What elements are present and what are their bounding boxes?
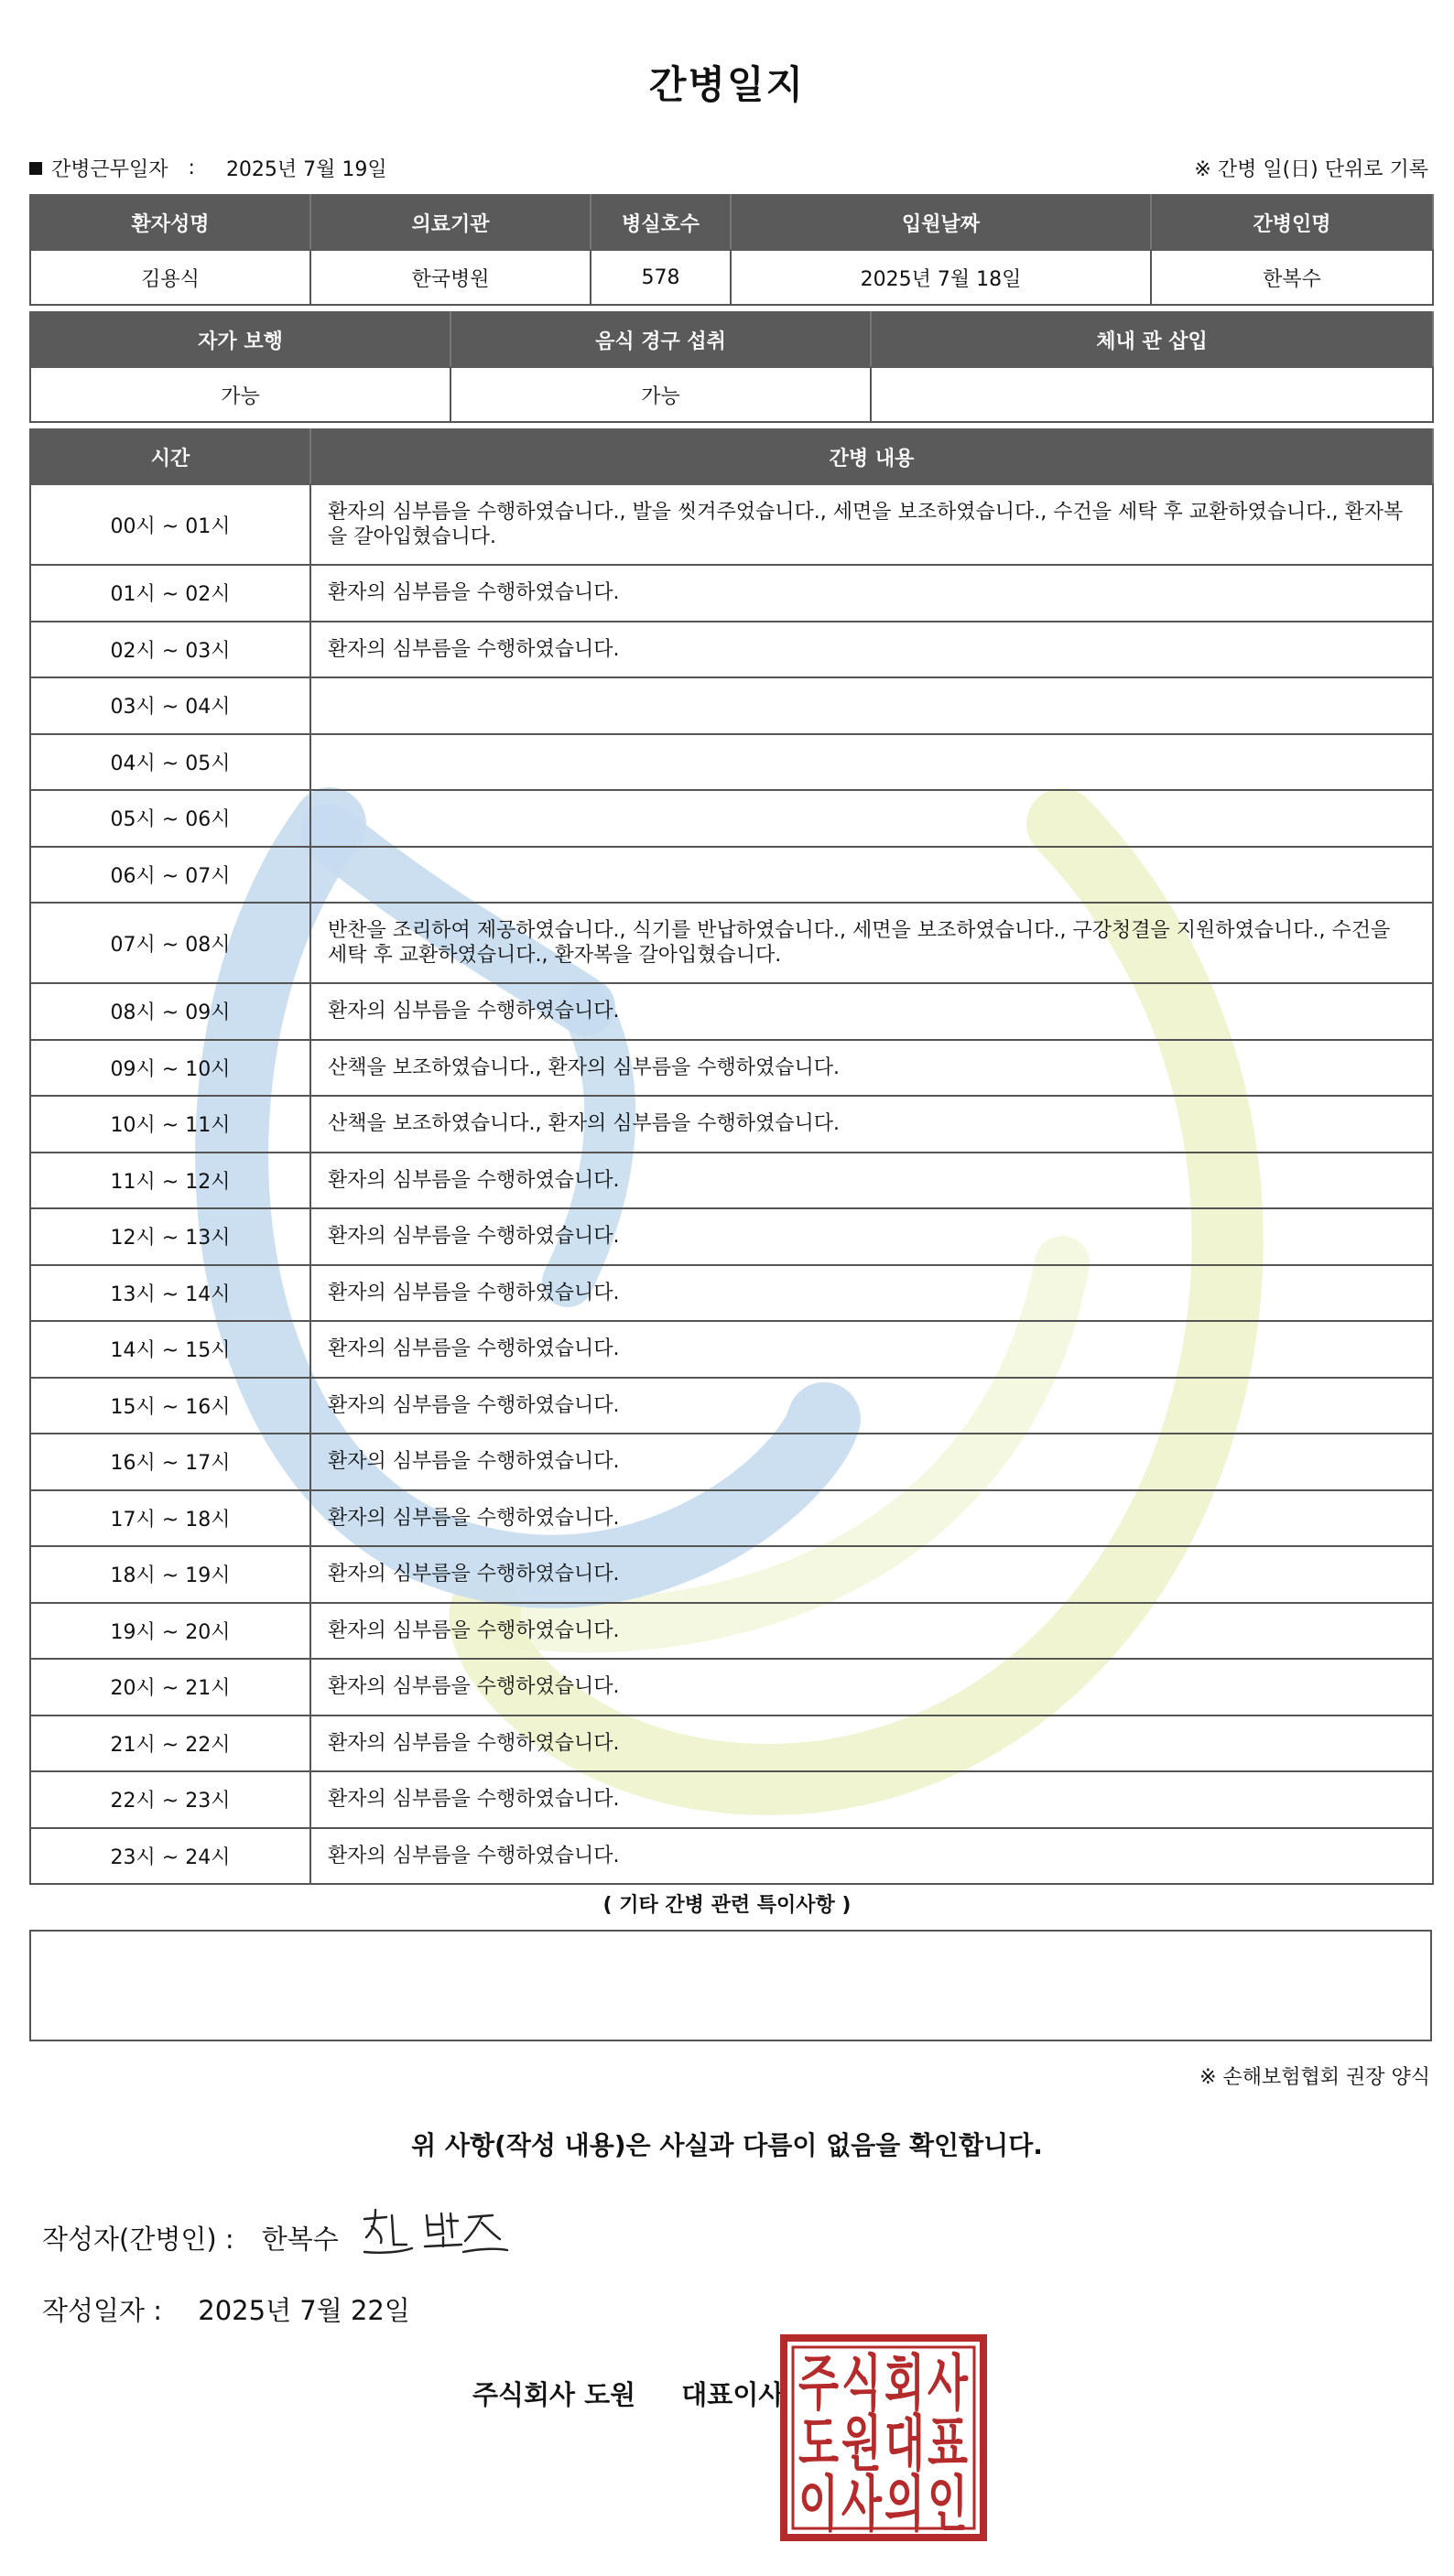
header-admission-date: 입원날짜 <box>731 195 1151 250</box>
care-note-cell: 반찬을 조리하여 제공하였습니다., 식기를 반납하였습니다., 세면을 보조하였습니다., 구강청결을 지원하였습니다., 수건을 세탁 후 교환하였습니다., 환자복을 갈아입혔습니다. <box>310 903 1433 983</box>
care-note-cell <box>310 790 1433 847</box>
care-log-row <box>30 847 1433 904</box>
care-log-row <box>30 1434 1433 1490</box>
care-note-cell: 환자의 심부름을 수행하였습니다. <box>310 1603 1433 1660</box>
caregiver-name: 한복수 <box>1151 250 1433 305</box>
care-log-row <box>30 1603 1433 1660</box>
care-time-cell: 05시 ~ 06시 <box>30 790 310 847</box>
stamp-character: 원 <box>841 2408 882 2479</box>
care-log-row <box>30 903 1433 983</box>
care-log-body <box>30 484 1433 1884</box>
special-notes-title: ( 기타 간병 관련 특이사항 ) <box>602 1894 852 1917</box>
page-title: 간병일지 <box>648 62 806 107</box>
care-log-row <box>30 1490 1433 1547</box>
stamp-character: 표 <box>928 2408 969 2479</box>
care-log-row <box>30 1208 1433 1265</box>
care-note-cell: 환자의 심부름을 수행하였습니다. <box>310 1828 1433 1885</box>
work-date-separator: : <box>188 157 195 179</box>
header-oral-intake: 음식 경구 섭취 <box>450 312 871 367</box>
care-note-cell: 환자의 심부름을 수행하였습니다. <box>310 1434 1433 1490</box>
company-seal-stamp <box>780 2334 987 2541</box>
stamp-character: 회 <box>884 2348 925 2419</box>
written-date-label: 작성일자 : <box>42 2295 163 2326</box>
stamp-character: 의 <box>884 2469 925 2539</box>
patient-status-table <box>29 311 1434 423</box>
care-time-cell: 11시 ~ 12시 <box>30 1153 310 1209</box>
header-tube-insertion: 체내 관 삽입 <box>871 312 1433 367</box>
writer-name: 한복수 <box>261 2224 339 2255</box>
care-note-cell: 산책을 보조하였습니다., 환자의 심부름을 수행하였습니다. <box>310 1040 1433 1097</box>
care-time-cell: 16시 ~ 17시 <box>30 1434 310 1490</box>
written-date-value: 2025년 7월 22일 <box>198 2295 410 2326</box>
header-care-content: 간병 내용 <box>310 429 1433 484</box>
hospital: 한국병원 <box>310 250 591 305</box>
care-note-cell: 환자의 심부름을 수행하였습니다. <box>310 622 1433 678</box>
care-log-table <box>29 428 1434 1885</box>
care-time-cell: 19시 ~ 20시 <box>30 1603 310 1660</box>
company-line <box>472 2375 784 2412</box>
care-log-row <box>30 1716 1433 1772</box>
care-note-cell: 환자의 심부름을 수행하였습니다. <box>310 1153 1433 1209</box>
care-time-cell: 21시 ~ 22시 <box>30 1716 310 1772</box>
company-name: 주식회사 도원 <box>472 2379 636 2410</box>
care-log-row <box>30 484 1433 565</box>
care-time-cell: 00시 ~ 01시 <box>30 484 310 565</box>
status-header-row <box>30 312 1433 367</box>
care-time-cell: 01시 ~ 02시 <box>30 565 310 622</box>
care-note-cell: 환자의 심부름을 수행하였습니다. <box>310 1659 1433 1716</box>
writer-label: 작성자(간병인) : <box>42 2224 234 2255</box>
care-log-row <box>30 677 1433 734</box>
care-note-cell: 환자의 심부름을 수행하였습니다. <box>310 1546 1433 1603</box>
care-note-cell <box>310 734 1433 791</box>
care-time-cell: 23시 ~ 24시 <box>30 1828 310 1885</box>
care-log-row <box>30 1546 1433 1603</box>
stamp-character: 도 <box>798 2408 840 2479</box>
care-log-row <box>30 1828 1433 1885</box>
header-hospital: 의료기관 <box>310 195 591 250</box>
status-value-row <box>30 367 1433 422</box>
care-log-row <box>30 1659 1433 1716</box>
care-log-row <box>30 790 1433 847</box>
handwritten-signature <box>355 2203 511 2267</box>
care-note-cell: 환자의 심부름을 수행하였습니다. <box>310 983 1433 1040</box>
care-note-cell: 환자의 심부름을 수행하였습니다. <box>310 1208 1433 1265</box>
care-log-row <box>30 1153 1433 1209</box>
oral-intake-value: 가능 <box>450 367 871 422</box>
care-time-cell: 08시 ~ 09시 <box>30 983 310 1040</box>
care-note-cell: 환자의 심부름을 수행하였습니다. <box>310 1378 1433 1434</box>
care-note-cell: 환자의 심부름을 수행하였습니다. <box>310 1321 1433 1378</box>
care-time-cell: 04시 ~ 05시 <box>30 734 310 791</box>
stamp-character: 인 <box>928 2469 968 2539</box>
patient-info-table <box>29 194 1434 306</box>
tube-insertion-value <box>871 367 1433 422</box>
care-note-cell: 환자의 심부름을 수행하였습니다., 발을 씻겨주었습니다., 세면을 보조하였습니다., 수건을 세탁 후 교환하였습니다., 환자복을 갈아입혔습니다. <box>310 484 1433 565</box>
written-date-line <box>42 2290 410 2328</box>
stamp-character: 사 <box>841 2469 883 2539</box>
care-time-cell: 14시 ~ 15시 <box>30 1321 310 1378</box>
care-header-row <box>30 429 1433 484</box>
care-time-cell: 17시 ~ 18시 <box>30 1490 310 1547</box>
self-walking-value: 가능 <box>30 367 450 422</box>
care-time-cell: 09시 ~ 10시 <box>30 1040 310 1097</box>
special-notes-box <box>29 1930 1432 2041</box>
work-date-value: 2025년 7월 19일 <box>225 158 387 181</box>
care-time-cell: 13시 ~ 14시 <box>30 1265 310 1322</box>
work-date-line <box>29 154 387 182</box>
confirmation-statement: 위 사항(작성 내용)은 사실과 다름이 없음을 확인합니다. <box>411 2130 1043 2160</box>
stamp-character: 사 <box>928 2348 969 2419</box>
care-note-cell: 환자의 심부름을 수행하였습니다. <box>310 565 1433 622</box>
header-room-number: 병실호수 <box>591 195 731 250</box>
admission-date: 2025년 7월 18일 <box>731 250 1151 305</box>
stamp-character: 대 <box>884 2408 925 2479</box>
care-log-row <box>30 1096 1433 1153</box>
care-note-cell <box>310 677 1433 734</box>
care-log-row <box>30 1378 1433 1434</box>
patient-value-row <box>30 250 1433 305</box>
care-note-cell: 환자의 심부름을 수행하였습니다. <box>310 1490 1433 1547</box>
care-log-row <box>30 1265 1433 1322</box>
care-time-cell: 02시 ~ 03시 <box>30 622 310 678</box>
care-note-cell: 산책을 보조하였습니다., 환자의 심부름을 수행하였습니다. <box>310 1096 1433 1153</box>
header-caregiver-name: 간병인명 <box>1151 195 1433 250</box>
care-log-row <box>30 1040 1433 1097</box>
header-time: 시간 <box>30 429 310 484</box>
care-time-cell: 22시 ~ 23시 <box>30 1771 310 1828</box>
header-self-walking: 자가 보행 <box>30 312 450 367</box>
care-note-cell: 환자의 심부름을 수행하였습니다. <box>310 1265 1433 1322</box>
care-note-cell: 환자의 심부름을 수행하였습니다. <box>310 1716 1433 1772</box>
care-note-cell <box>310 847 1433 904</box>
care-log-row <box>30 1771 1433 1828</box>
care-log-row <box>30 734 1433 791</box>
care-note-cell: 환자의 심부름을 수행하였습니다. <box>310 1771 1433 1828</box>
patient-name: 김용식 <box>30 250 310 305</box>
care-time-cell: 12시 ~ 13시 <box>30 1208 310 1265</box>
care-time-cell: 06시 ~ 07시 <box>30 847 310 904</box>
form-footnote: ※ 손해보험협회 권장 양식 <box>1199 2066 1430 2089</box>
patient-header-row <box>30 195 1433 250</box>
care-time-cell: 07시 ~ 08시 <box>30 903 310 983</box>
care-log-row <box>30 622 1433 678</box>
care-time-cell: 03시 ~ 04시 <box>30 677 310 734</box>
care-time-cell: 10시 ~ 11시 <box>30 1096 310 1153</box>
header-patient-name: 환자성명 <box>30 195 310 250</box>
care-time-cell: 20시 ~ 21시 <box>30 1659 310 1716</box>
care-time-cell: 15시 ~ 16시 <box>30 1378 310 1434</box>
bullet-square-icon <box>29 162 42 175</box>
writer-line <box>42 2219 339 2257</box>
company-ceo-title: 대표이사 <box>681 2379 785 2410</box>
room-number: 578 <box>591 250 731 305</box>
record-unit-note: ※ 간병 일(日) 단위로 기록 <box>1194 158 1428 181</box>
stamp-character: 이 <box>798 2469 839 2539</box>
stamp-character: 주 <box>798 2348 840 2419</box>
work-date-label: 간병근무일자 <box>51 158 168 181</box>
stamp-character: 식 <box>841 2348 882 2419</box>
care-time-cell: 18시 ~ 19시 <box>30 1546 310 1603</box>
care-log-row <box>30 983 1433 1040</box>
care-log-row <box>30 1321 1433 1378</box>
care-log-row <box>30 565 1433 622</box>
